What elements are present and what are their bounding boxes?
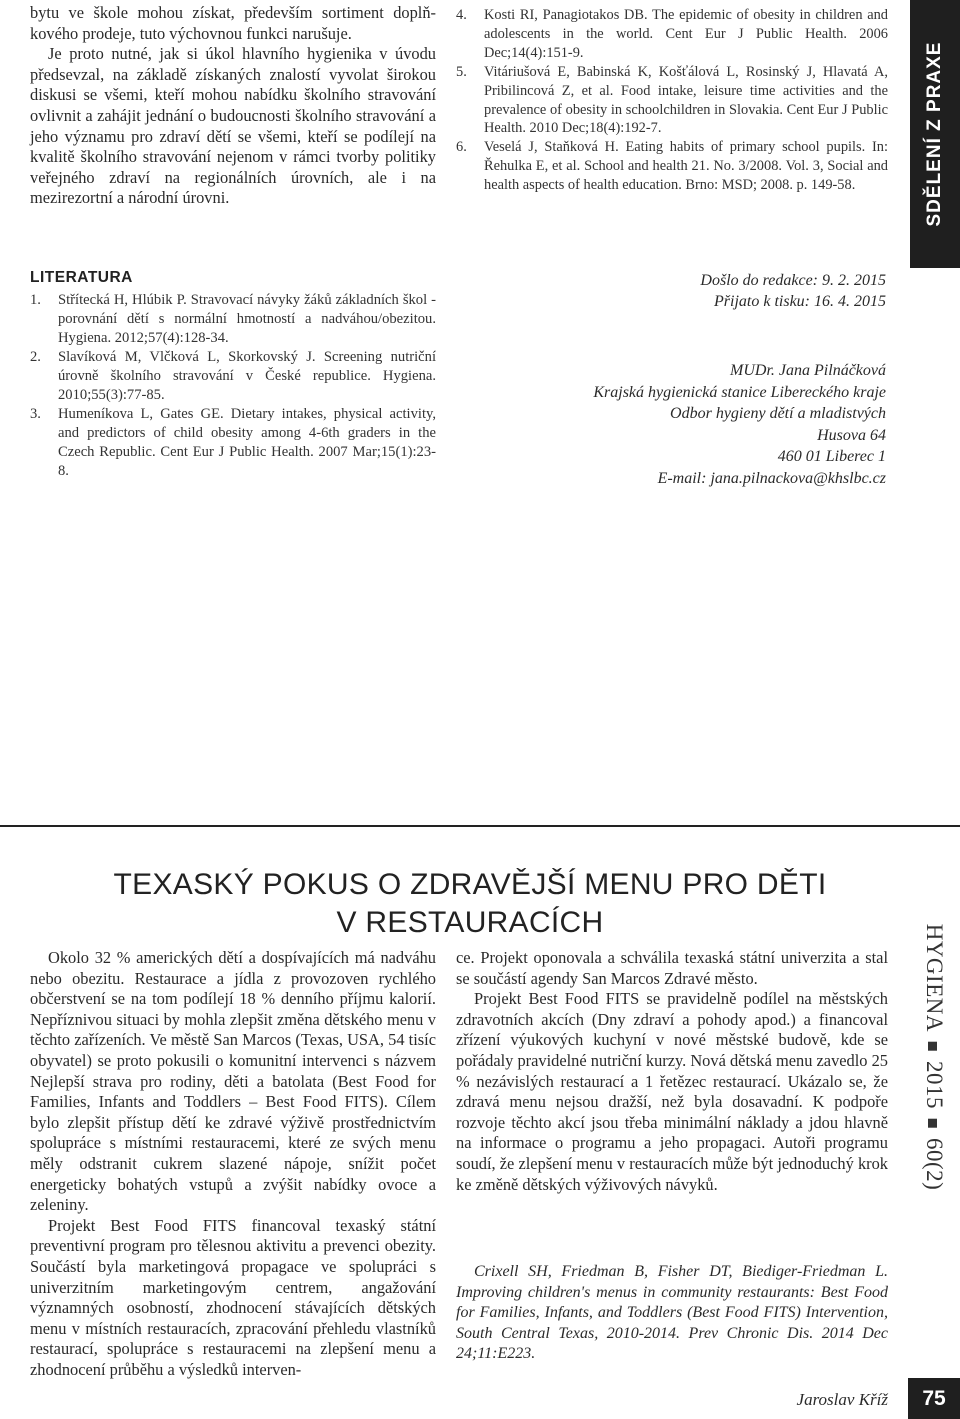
article-right-column — [456, 948, 888, 1195]
paragraph: Je proto nutné, jak si úkol hlavního hygienika v úvodu předsevzal, na základě získaných znalostí vyvolat širokou diskusi se všemi, kteří mohou nabídku školního stravování ovlivnit a zahájit jednání o budoucnosti školního stravování a jeho významu pro zdraví dětí se všemi, kteří se podílejí na kvalitě školního stravování nejenom v rámci tvorby politiky veřejného zdraví na regionálních úrovních, ale i na mezirezortní a národní úrovni. — [30, 44, 436, 208]
separator-square-icon — [928, 1042, 937, 1051]
street-address: Husova 64 — [817, 426, 886, 444]
references-heading: LITERATURA — [30, 269, 133, 286]
reference-item: 1. Střítecká H, Hlúbik P. Stravovací návyky žáků základních škol - porovnání dětí s normální hmotností a nadváhou/obezitou. Hygiena. 2012;57(4):128-34. — [30, 292, 436, 346]
paragraph: Projekt Best Food FITS financoval texaský státní preventivní program pro tělesnou aktivitu a prevenci obezity. Součástí byla marketingová propagace ve spolupráci s univerzitním marketingovým centrem, angažování významných osobností, zhodnocení stávajících dětských menu v místních restauracích, zpracování přehledu vlastníků restaurací, spolupráce s restauracemi na zlepšení menu a zhodnocení průběhu a výsledků interven- — [30, 1215, 436, 1379]
section-label: SDĚLENÍ Z PRAXE — [924, 41, 945, 227]
references-list — [30, 291, 436, 481]
paragraph: bytu ve škole mohou získat, především sortiment doplňkového prodeje, tuto výchovnou funkci narušuje. — [30, 3, 436, 43]
journal-name: HYGIENA — [922, 923, 947, 1032]
article-title-line2: V RESTAURACÍCH — [336, 906, 604, 939]
signature: Jaroslav Kříž — [796, 1390, 888, 1409]
journal-sidebar — [908, 860, 960, 1255]
reference-item: 6. Veselá J, Staňková H. Eating habits of primary school pupils. In: Řehulka E, et al. School and health 21. No. 3/2008. Vol. 3, Social and health aspects of health education. Brno: MSD; 2008. p. 149-58. — [456, 139, 888, 194]
article-citation: Crixell SH, Friedman B, Fisher DT, Biediger-Friedman L. Improving children's menus in community restaurants: Best Food for Families, Infants, and Toddlers (Best Food FITS) Intervention, South Central Texas, 2010-2014. Prev Chronic Dis. 2014 Dec 24;11:E223. — [456, 1263, 888, 1363]
reference-item: 3. Humeníkova L, Gates GE. Dietary intakes, physical activity, and predictors of child obesity among 4-6th graders in the Czech Republic. Cent Eur J Public Health. 2007 Mar;15(1):23-8. — [30, 406, 436, 479]
department: Odbor hygieny dětí a mladistvých — [670, 405, 886, 422]
accepted-date: Přijato k tisku: 16. 4. 2015 — [714, 293, 886, 310]
paragraph: Okolo 32 % amerických dětí a dospívajících má nadváhu nebo obezitu. Restaurace a jídla z provozoven rychlého občerstvení se na tom podílejí 18 % denního příjmu kalorií. Nepříznivou situaci by mohla zlepšit změna dětského menu v těchto zařízeních. Ve městě San Marcos (Texas, USA, 54 tisíc obyvatel) se proto pokusili o komunitní intervenci s názvem Nejlepší strava pro rodiny, děti a batolata (Best Food for Families, Infants and Toddlers – Best Food FITS). Cílem bylo zlepšit přístup dětí ke zdravé výživě prostřednictvím spolupráce s místními restauracemi, které ze svých menu měly odstranit cukrem slazené nápoje, snížit počet energeticky bohatých vstupů a zvýšit nabídky ovoce a zeleniny. — [30, 948, 436, 1215]
separator-square-icon — [928, 1119, 937, 1128]
journal-year: 2015 — [922, 1060, 947, 1109]
article-title — [80, 866, 860, 942]
city-address: 460 01 Liberec 1 — [777, 448, 886, 465]
email-address: E-mail: jana.pilnackova@khslbc.cz — [657, 469, 886, 487]
reference-item: 5. Vitáriušová E, Babinská K, Košťálová L, Rosinský J, Hlavatá A, Pribilincová Z, et al. Food intake, leisure time activities and the prevalence of obesity in schoolchildren in Slovakia. Cent Eur J Public Health. 2010 Dec;18(4):192-7. — [456, 63, 888, 137]
date-block — [560, 270, 886, 312]
page-number: 75 — [908, 1378, 960, 1419]
received-date: Došlo do redakce: 9. 2. 2015 — [700, 272, 886, 289]
article-title-line1: TEXASKÝ POKUS O ZDRAVĚJŠÍ MENU PRO DĚTI — [113, 868, 827, 901]
reference-item: 4. Kosti RI, Panagiotakos DB. The epidemic of obesity in children and adolescents in the world. Cent Eur J Public Health. 2006 Dec;14(4):151-9. — [456, 7, 888, 61]
article-left-column — [30, 948, 436, 1380]
journal-volume: 60(2) — [922, 1137, 947, 1191]
paragraph: Projekt Best Food FITS se pravidelně podílel na městských zdravotních akcích (Dny zdraví a pohody apod.) a financoval zřízení výukových kuchyní v nové městské budově, kde se pořádaly pravidelné nutriční kurzy. Nová dětská menu zavedlo 25 % nezávislých restaurací a 1 řetězec restaurací. Ukázalo se, že zdravá menu nejsou dražší, než byla dosavadní. K podpoře rozvoje těchto akcí jsou třeba minimální náklady a jdou hlavně na informace o programu a jeho propagaci. Autoři programu soudí, že zlepšení menu v restauracích může být jednoduchý krok ke změně dětských výživových návyků. — [456, 989, 888, 1194]
body-text-top-left — [30, 3, 436, 209]
author-name: MUDr. Jana Pilnáčková — [730, 362, 886, 379]
references-continued — [456, 6, 888, 195]
section-label-sidebar — [910, 0, 960, 268]
institution: Krajská hygienická stanice Libereckého kraje — [593, 383, 886, 401]
reference-item: 2. Slavíková M, Vlčková L, Skorkovský J. Screening nutriční úrovně školního stravování v České republice. Hygiena. 2010;55(3):77-85. — [30, 349, 436, 403]
journal-info — [921, 924, 947, 1191]
paragraph: ce. Projekt oponovala a schválila texaská státní univerzita a stal se součástí agendy San Marcos Zdravé město. — [456, 948, 888, 988]
section-divider — [0, 825, 960, 827]
author-block — [520, 360, 886, 489]
